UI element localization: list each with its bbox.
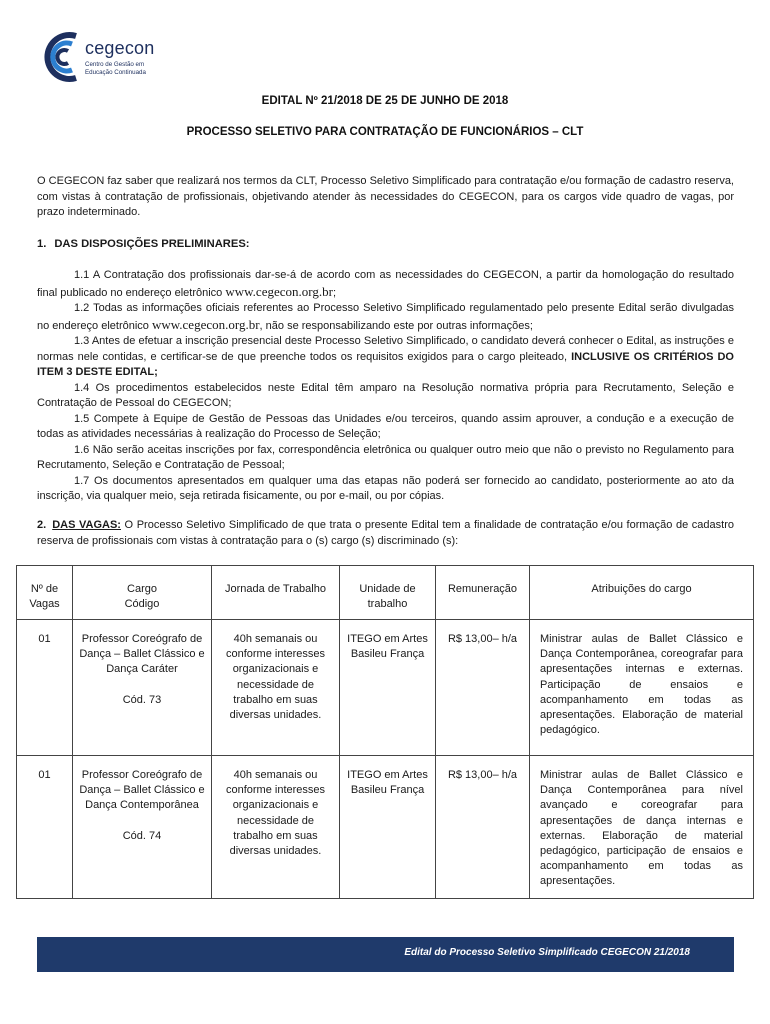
row-1-vagas: 01	[17, 620, 73, 756]
item-1-1-url[interactable]: www.cegecon.org.br	[225, 283, 333, 299]
item-1-3-bold: INCLUSIVE OS CRITÉRIOS DO ITEM 3 DESTE EDITAL;	[37, 350, 734, 378]
section-2-text: O Processo Seletivo Simplificado de que trata o presente Edital tem a finalidade de contratação e/ou formação de cadastro reserva de profissionais com vistas à contratação para o (s) cargo (s) discriminado (s):	[37, 519, 734, 547]
row-2-unidade: ITEGO em Artes Basileu França	[340, 756, 436, 899]
row-2-jornada: 40h semanais ou conforme interesses organizacionais e necessidade de trabalho em suas diversas unidades.	[212, 756, 340, 899]
item-1-1-text: 1.1 A Contratação dos profissionais dar-se-á de acordo com as necessidades do CEGECON, a partir da homologação do resultado final publicado no endereço eletrônico	[37, 269, 734, 299]
table-header-row	[17, 566, 754, 620]
logo-tagline: Centro de Gestão em Educação Continuada	[85, 61, 146, 76]
table-row	[17, 756, 754, 899]
header-remuneracao: Remuneração	[436, 566, 530, 620]
item-1-1	[37, 268, 734, 301]
cegecon-logo-icon	[36, 28, 84, 86]
item-1-7: 1.7 Os documentos apresentados em qualquer uma das etapas não poderá ser fornecido ao candidato, posteriormente ao ato da inscrição, via qualquer meio, seja retirada fisicamente, ou por e-mail, ou por cópias.	[37, 474, 734, 502]
header-atribuicoes: Atribuições do cargo	[530, 566, 754, 620]
vagas-table	[16, 565, 754, 899]
row-2-atribuicoes: Ministrar aulas de Ballet Clássico e Dança Contemporânea para nível avançado e coreografar para apresentações de dança internas e externas. Elaboração de material pedagógico, participação de ensaios e acompanhamento em todas as apresentações.	[530, 756, 754, 899]
edital-subtitle: PROCESSO SELETIVO PARA CONTRATAÇÃO DE FUNCIONÁRIOS – CLT	[186, 126, 584, 138]
item-1-1-end: ;	[332, 286, 336, 299]
section-1-heading	[37, 237, 734, 253]
item-1-3-text: 1.3 Antes de efetuar a inscrição presencial deste Processo Seletivo Simplificado, o candidato deverá conhecer o Edital, as instruções e normas nele contidas, e certificar-se de que preenche todos os requisitos exigidos para o cargo pleiteado,	[37, 335, 734, 363]
header-vagas: Nº de Vagas	[17, 566, 73, 620]
section-2-heading	[37, 519, 121, 531]
section-1-number: 1.	[37, 238, 47, 250]
header-codigo-label: Código	[124, 598, 160, 611]
row-1-codigo: Cód. 73	[122, 693, 162, 706]
row-1-cargo	[73, 620, 212, 756]
row-1-jornada: 40h semanais ou conforme interesses organizacionais e necessidade de trabalho em suas diversas unidades.	[212, 620, 340, 756]
item-1-5: 1.5 Compete à Equipe de Gestão de Pessoas das Unidades e/ou terceiros, quando assim aprouver, a condução e a execução de todas as atividades necessárias à realização do Processo de Seleção;	[37, 412, 734, 440]
table-row	[17, 620, 754, 756]
row-1-atribuicoes: Ministrar aulas de Ballet Clássico e Dança Contemporânea, coreografar para apresentações internas e externas. Participação de ensaios e acompanhamento em todas as apresentações. Elaboração de material pedagógico.	[530, 620, 754, 756]
header-jornada: Jornada de Trabalho	[212, 566, 340, 620]
row-2-cargo-name: Professor Coreógrafo de Dança – Ballet Clássico e Dança Contemporânea	[79, 769, 205, 812]
footer-bar	[37, 937, 734, 972]
intro-paragraph: O CEGECON faz saber que realizará nos termos da CLT, Processo Seletivo Simplificado para contratação e/ou formação de cadastro reserva, com vistas à contratação de profissionais, objetivando atender às necessidades do CEGECON, para os cargos vide quadro de vagas, por prazo indeterminado.	[37, 175, 734, 218]
item-1-3	[37, 334, 734, 381]
footer-text: Edital do Processo Seletivo Simplificado CEGECON 21/2018	[404, 947, 690, 958]
item-1-2-url[interactable]: www.cegecon.org.br	[151, 316, 260, 332]
header-unidade: Unidade de trabalho	[340, 566, 436, 620]
item-1-6: 1.6 Não serão aceitas inscrições por fax, correspondência eletrônica ou qualquer outro meio que não o previsto no Regulamento para Recrutamento, Seleção e Contratação de Pessoal;	[37, 443, 734, 471]
row-1-unidade: ITEGO em Artes Basileu França	[340, 620, 436, 756]
item-1-4: 1.4 Os procedimentos estabelecidos neste Edital têm amparo na Resolução normativa própria para Recrutamento, Seleção e Contratação de Pessoal do CEGECON;	[37, 381, 734, 409]
row-1-remuneracao: R$ 13,00– h/a	[436, 620, 530, 756]
cegecon-logo	[36, 28, 186, 90]
item-1-2	[37, 301, 734, 334]
header-cargo-label: Cargo	[127, 583, 157, 595]
section-1-items	[37, 268, 734, 505]
row-2-remuneracao: R$ 13,00– h/a	[436, 756, 530, 899]
header-cargo	[73, 566, 212, 620]
logo-brand: cegecon	[85, 38, 155, 58]
row-2-codigo: Cód. 74	[122, 829, 162, 842]
section-2	[37, 518, 734, 549]
row-2-vagas: 01	[17, 756, 73, 899]
section-2-number: 2.	[37, 519, 47, 531]
section-1-title: DAS DISPOSIÇÕES PRELIMINARES:	[54, 238, 250, 250]
row-2-cargo	[73, 756, 212, 899]
section-2-title: DAS VAGAS:	[52, 519, 121, 531]
item-1-2-text: 1.2 Todas as informações oficiais referentes ao Processo Seletivo Simplificado regulamentado pelo presente Edital serão divulgadas no endereço eletrônico	[37, 302, 734, 332]
item-1-2-end: , não se responsabilizando este por outras informações;	[259, 319, 533, 332]
edital-title: EDITAL Nº 21/2018 DE 25 DE JUNHO DE 2018	[261, 95, 509, 107]
row-1-cargo-name: Professor Coreógrafo de Dança – Ballet Clássico e Dança Caráter	[79, 633, 205, 676]
